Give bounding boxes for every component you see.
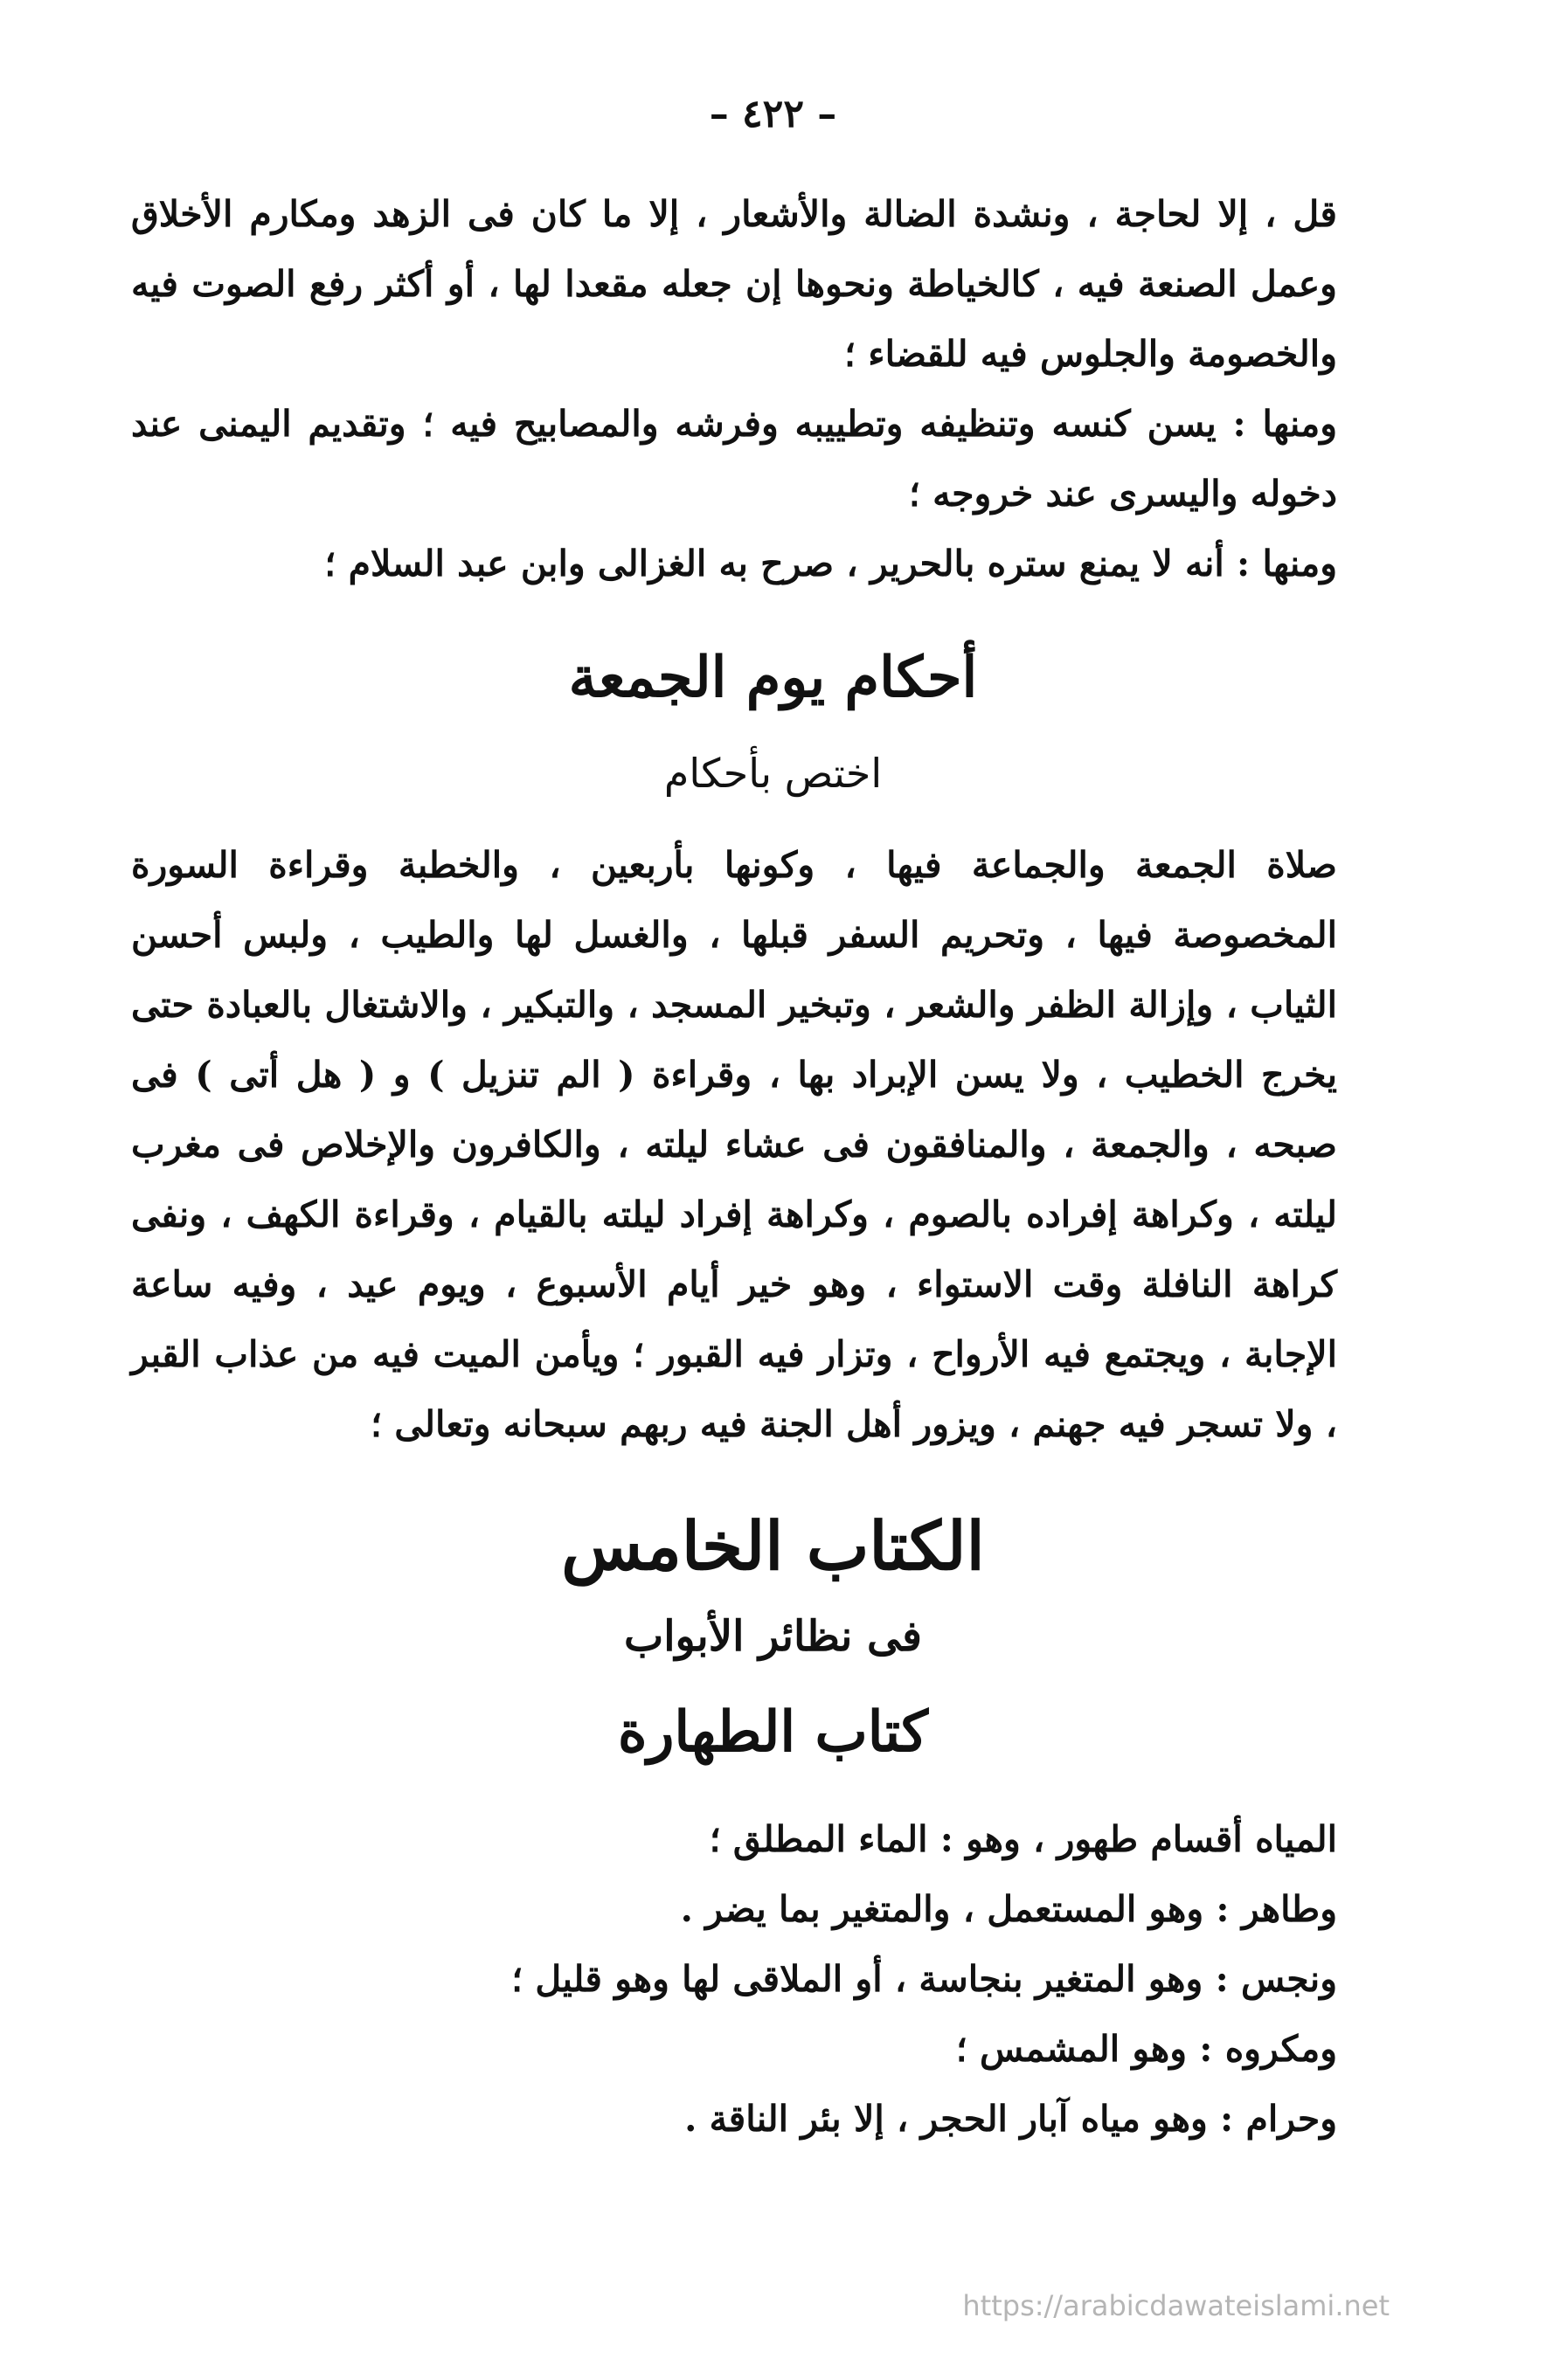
- tahara-line: ومكروه : وهو المشمس ؛: [955, 2028, 1337, 2070]
- paragraph-mosque-cleaning: ومنها : يسن كنسه وتنظيفه وتطييبه وفرشه والمصابيح فيه ؛ وتقديم اليمنى عند دخوله واليسرى عند خروجه ؛: [131, 403, 1337, 515]
- chapter-heading-tahara: كتاب الطهارة: [617, 1699, 929, 1765]
- tahara-line: وحرام : وهو مياه آبار الحجر ، إلا بئر الناقة .: [684, 2098, 1337, 2140]
- section-subheading-friday: اختص بأحكام: [663, 750, 883, 797]
- paragraph-friday-rules: صلاة الجمعة والجماعة فيها ، وكونها بأربعين ، والخطبة وقراءة السورة المخصوصة فيها ، وتحريم السفر قبلها ، والغسل لها والطيب ، ولبس أحسن الثياب ، وإزالة الظفر والشعر ، وتبخير المسجد ، والتبكير ، والاشتغال بالعبادة حتى يخرج الخطيب ، ولا يسن الإبراد بها ، وقراءة ( الم تنزيل ) و ( هل أتى ) فى صبحه ، والجمعة ، والمنافقون فى عشاء ليلته ، والكافرون والإخلاص فى مغرب ليلته ، وكراهة إفراده بالصوم ، وكراهة إفراد ليلته بالقيام ، وقراءة الكهف ، ونفى كراهة النافلة وقت الاستواء ، وهو خير أيام الأسبوع ، ويوم عيد ، وفيه ساعة الإجابة ، ويجتمع فيه الأرواح ، وتزار فيه القبور ؛ ويأمن الميت فيه من عذاب القبر ، ولا تسجر فيه جهنم ، ويزور أهل الجنة فيه ربهم سبحانه وتعالى ؛: [131, 844, 1337, 1445]
- tahara-line: ونجس : وهو المتغير بنجاسة ، أو الملاقى لها وهو قليل ؛: [511, 1958, 1337, 2000]
- watermark-url: https://arabicdawateislami.net: [962, 2289, 1390, 2322]
- book-heading: الكتاب الخامس: [561, 1507, 985, 1585]
- tahara-list: [511, 1804, 1337, 2154]
- friday-rules: [131, 830, 1337, 1459]
- paragraph-mosque-silk: ومنها : أنه لا يمنع ستره بالحرير ، صرح به الغزالى وابن عبد السلام ؛: [324, 543, 1337, 585]
- tahara-line: وطاهر : وهو المستعمل ، والمتغير بما يضر .: [680, 1888, 1337, 1930]
- paragraph-mosque-prohibitions: قل ، إلا لحاجة ، ونشدة الضالة والأشعار ، إلا ما كان فى الزهد ومكارم الأخلاق وعمل الصنعة فيه ، كالخياطة ونحوها إن جعله مقعدا لها ، أو أكثر رفع الصوت فيه والخصومة والجلوس فيه للقضاء ؛: [131, 193, 1337, 375]
- page-number: – ٤٢٢ –: [709, 92, 837, 136]
- section-heading-friday: أحكام يوم الجمعة: [568, 645, 978, 710]
- top-paragraphs: [131, 179, 1337, 598]
- tahara-line: المياه أقسام طهور ، وهو : الماء المطلق ؛: [709, 1818, 1337, 1860]
- book-subheading: فى نظائر الأبواب: [624, 1612, 922, 1661]
